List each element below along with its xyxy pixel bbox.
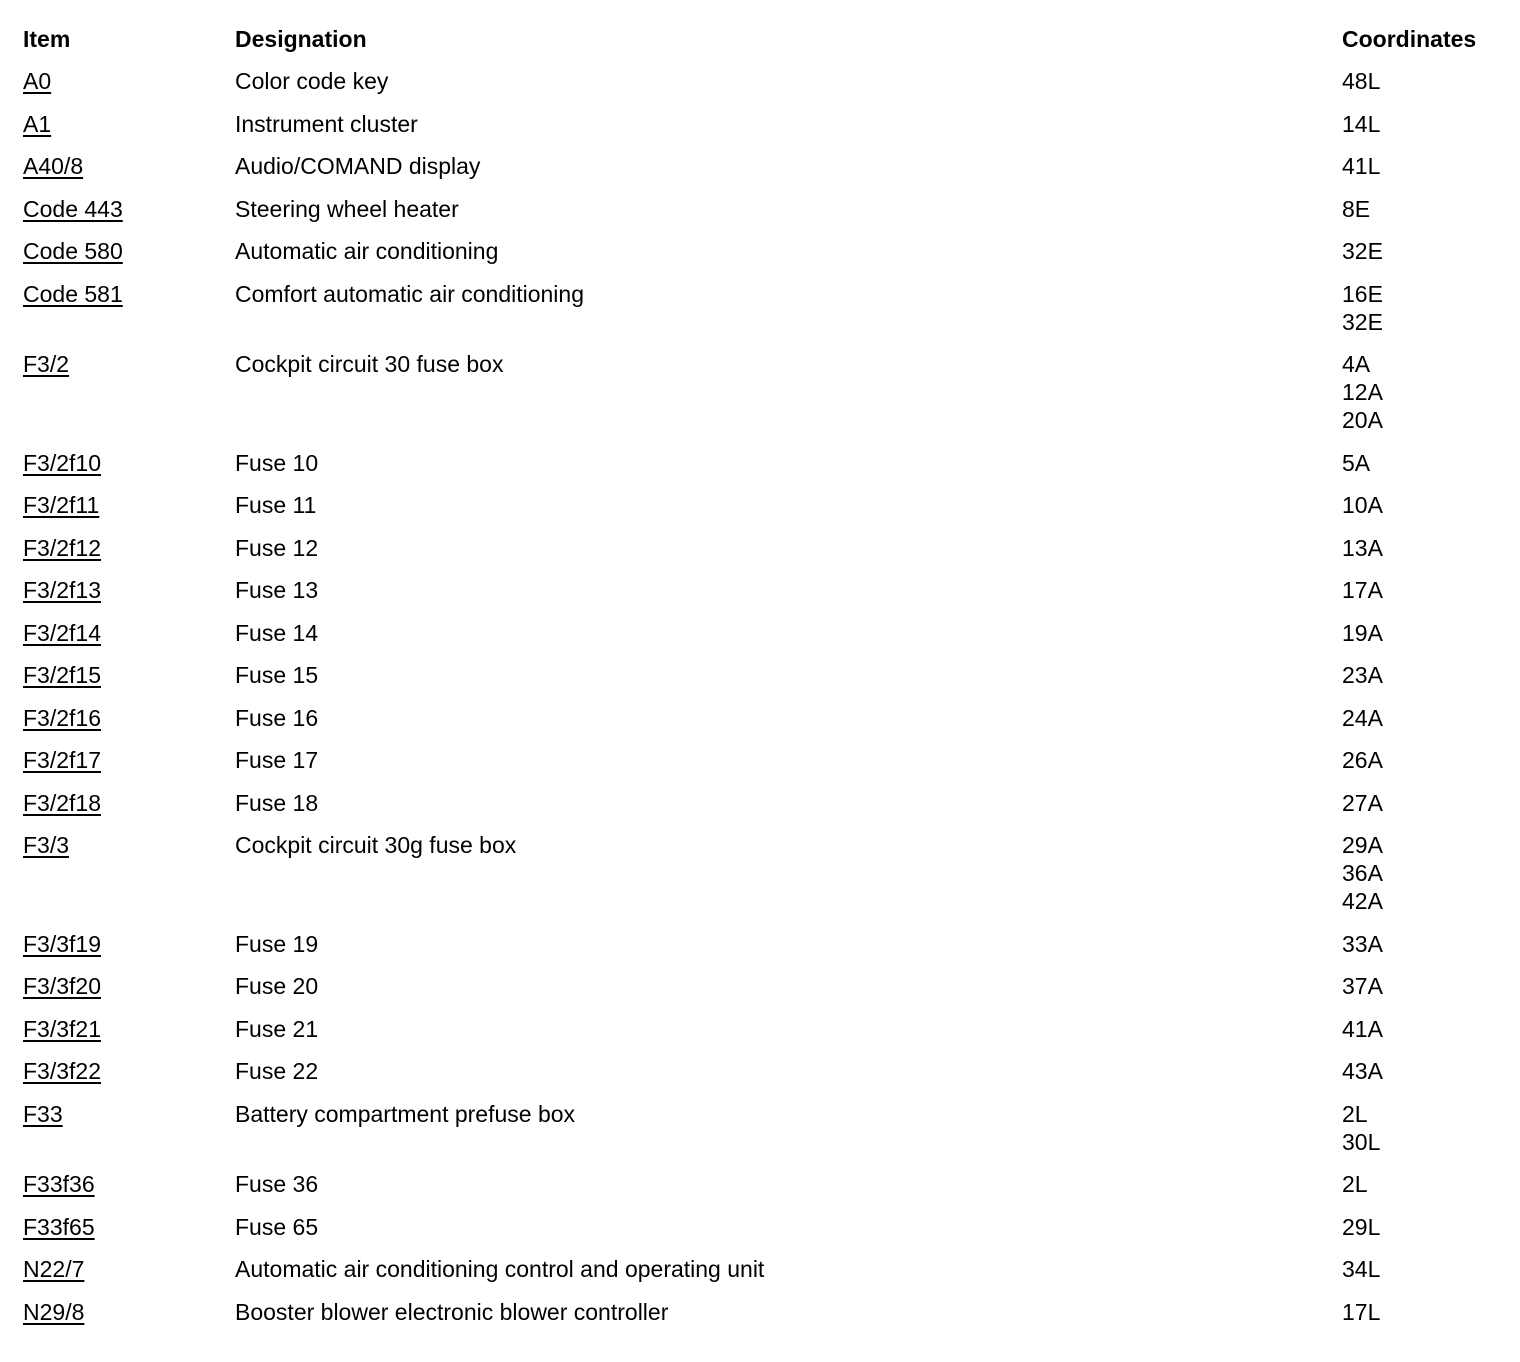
designation-cell: Cockpit circuit 30 fuse box	[235, 351, 504, 377]
coordinates-cell	[1342, 280, 1503, 336]
item-cell	[23, 930, 235, 958]
coordinate-value: 23A	[1342, 662, 1383, 688]
item-link[interactable]: F3/2f13	[23, 577, 101, 603]
table-row	[23, 930, 1503, 973]
coordinates-cell	[1342, 746, 1503, 774]
item-cell	[23, 619, 235, 647]
coordinates-cell	[1342, 1213, 1503, 1241]
item-cell	[23, 789, 235, 817]
table-row	[23, 491, 1503, 534]
coordinates-cell	[1342, 831, 1503, 915]
item-link[interactable]: F3/2f12	[23, 534, 101, 561]
coordinates-cell	[1342, 152, 1503, 180]
item-cell	[23, 1255, 235, 1283]
coordinate-value: 37A	[1342, 973, 1383, 999]
designation-cell: Fuse 12	[235, 534, 319, 561]
designation-cell: Cockpit circuit 30g fuse box	[235, 832, 517, 858]
coordinate-value: 33A	[1342, 930, 1383, 957]
designation-cell: Fuse 13	[235, 577, 319, 603]
item-cell	[23, 350, 235, 378]
coordinate-value: 32E	[1342, 238, 1383, 264]
designation-cell: Battery compartment prefuse box	[235, 1100, 576, 1127]
item-cell	[23, 67, 235, 95]
item-cell	[23, 1100, 235, 1128]
table-row	[23, 449, 1503, 492]
item-cell	[23, 746, 235, 774]
item-link[interactable]: A1	[23, 110, 52, 137]
coordinates-cell	[1342, 619, 1503, 647]
coordinates-cell	[1342, 1298, 1503, 1326]
item-cell	[23, 1213, 235, 1241]
table-row	[23, 789, 1503, 832]
coordinate-value: 13A	[1342, 534, 1383, 561]
item-link[interactable]: F3/3	[23, 832, 70, 858]
table-row	[23, 67, 1503, 110]
coordinates-cell	[1342, 534, 1503, 562]
item-link[interactable]: F3/2	[23, 351, 70, 377]
item-cell	[23, 449, 235, 477]
item-cell	[23, 1170, 235, 1198]
coordinate-value: 17L	[1342, 1298, 1381, 1325]
item-cell	[23, 110, 235, 138]
item-link[interactable]: F3/2f16	[23, 704, 101, 731]
table-row	[23, 831, 1503, 930]
item-link[interactable]: F3/2f11	[23, 492, 100, 518]
table-row	[23, 1015, 1503, 1058]
header-coordinates: Coordinates	[1342, 26, 1477, 52]
designation-cell: Fuse 10	[235, 449, 319, 476]
coordinates-cell	[1342, 661, 1503, 689]
coordinate-value: 27A	[1342, 789, 1383, 816]
coordinate-value: 43A	[1342, 1058, 1383, 1084]
table-row	[23, 350, 1503, 449]
designation-cell: Fuse 21	[235, 1015, 319, 1042]
item-cell	[23, 195, 235, 223]
item-cell	[23, 237, 235, 265]
designation-cell: Color code key	[235, 68, 389, 94]
item-link[interactable]: N29/8	[23, 1298, 85, 1325]
designation-cell: Fuse 36	[235, 1171, 319, 1197]
item-link[interactable]: F3/3f19	[23, 930, 101, 957]
table-row	[23, 110, 1503, 153]
designation-cell: Automatic air conditioning	[235, 238, 499, 264]
table-row	[23, 152, 1503, 195]
item-link[interactable]: A0	[23, 68, 52, 94]
designation-cell: Comfort automatic air conditioning	[235, 280, 584, 307]
item-link[interactable]: F3/3f21	[23, 1015, 101, 1042]
item-cell	[23, 661, 235, 689]
coordinates-cell	[1342, 1255, 1503, 1283]
table-row	[23, 619, 1503, 662]
item-link[interactable]: F33f65	[23, 1213, 95, 1240]
item-link[interactable]: F3/3f22	[23, 1058, 101, 1084]
table-row	[23, 1100, 1503, 1171]
coordinates-cell	[1342, 789, 1503, 817]
coordinate-value: 4A	[1342, 351, 1371, 377]
item-cell	[23, 534, 235, 562]
item-link[interactable]: A40/8	[23, 153, 84, 179]
item-cell	[23, 704, 235, 732]
designation-cell: Fuse 15	[235, 662, 319, 688]
item-cell	[23, 280, 235, 308]
coordinate-value: 8E	[1342, 195, 1371, 222]
item-link[interactable]: N22/7	[23, 1256, 85, 1282]
coordinate-value: 12A	[1342, 379, 1383, 405]
table-row	[23, 661, 1503, 704]
table-row	[23, 195, 1503, 238]
table-row	[23, 1057, 1503, 1100]
item-link[interactable]: Code 443	[23, 195, 123, 222]
designation-cell: Fuse 19	[235, 930, 319, 957]
coordinates-cell	[1342, 1015, 1503, 1043]
coordinates-cell	[1342, 67, 1503, 95]
table-row	[23, 534, 1503, 577]
item-link[interactable]: F3/2f10	[23, 449, 101, 476]
coordinate-value: 16E	[1342, 280, 1383, 307]
item-cell	[23, 576, 235, 604]
component-table	[23, 25, 1503, 1340]
coordinates-cell	[1342, 1057, 1503, 1085]
item-cell	[23, 972, 235, 1000]
item-link[interactable]: F3/2f14	[23, 619, 101, 646]
item-link[interactable]: F33	[23, 1100, 63, 1127]
designation-cell: Fuse 18	[235, 789, 319, 816]
coordinates-cell	[1342, 110, 1503, 138]
designation-cell: Fuse 11	[235, 492, 317, 518]
designation-cell: Steering wheel heater	[235, 195, 459, 222]
coordinate-value: 32E	[1342, 308, 1383, 335]
item-cell	[23, 491, 235, 519]
item-cell	[23, 831, 235, 859]
item-link[interactable]: F3/2f18	[23, 789, 101, 816]
coordinate-value: 41A	[1342, 1015, 1383, 1042]
coordinate-value: 20A	[1342, 407, 1383, 433]
item-cell	[23, 1015, 235, 1043]
table-row	[23, 1213, 1503, 1256]
coordinates-cell	[1342, 491, 1503, 519]
header-designation: Designation	[235, 26, 367, 52]
coordinate-value: 24A	[1342, 704, 1383, 731]
designation-cell: Fuse 20	[235, 973, 319, 999]
item-cell	[23, 1057, 235, 1085]
item-link[interactable]: F3/2f17	[23, 747, 101, 773]
coordinate-value: 2L	[1342, 1100, 1368, 1127]
designation-cell: Fuse 17	[235, 747, 319, 773]
table-row	[23, 704, 1503, 747]
designation-cell: Fuse 14	[235, 619, 319, 646]
coordinates-cell	[1342, 576, 1503, 604]
coordinates-cell	[1342, 930, 1503, 958]
coordinate-value: 41L	[1342, 153, 1381, 179]
table-row	[23, 1298, 1503, 1341]
coordinate-value: 14L	[1342, 110, 1381, 137]
coordinates-cell	[1342, 350, 1503, 434]
coordinates-cell	[1342, 237, 1503, 265]
coordinates-cell	[1342, 704, 1503, 732]
designation-cell: Audio/COMAND display	[235, 153, 481, 179]
table-row	[23, 280, 1503, 351]
table-row	[23, 972, 1503, 1015]
designation-cell: Booster blower electronic blower controller	[235, 1298, 669, 1325]
coordinates-cell	[1342, 195, 1503, 223]
item-cell	[23, 152, 235, 180]
item-link[interactable]: Code 580	[23, 238, 123, 264]
coordinate-value: 5A	[1342, 449, 1371, 476]
coordinate-value: 42A	[1342, 888, 1383, 914]
header-item: Item	[23, 26, 71, 52]
coordinates-cell	[1342, 1100, 1503, 1156]
coordinate-value: 48L	[1342, 68, 1381, 94]
coordinate-value: 10A	[1342, 492, 1383, 518]
coordinate-value: 19A	[1342, 619, 1383, 646]
coordinates-cell	[1342, 972, 1503, 1000]
designation-cell: Fuse 16	[235, 704, 319, 731]
table-row	[23, 746, 1503, 789]
coordinate-value: 17A	[1342, 577, 1383, 603]
coordinate-value: 29A	[1342, 832, 1383, 858]
designation-cell: Automatic air conditioning control and operating unit	[235, 1256, 765, 1282]
designation-cell: Fuse 22	[235, 1058, 319, 1084]
item-cell	[23, 1298, 235, 1326]
item-link[interactable]: F3/2f15	[23, 662, 101, 688]
coordinate-value: 30L	[1342, 1128, 1381, 1155]
item-link[interactable]: F3/3f20	[23, 973, 101, 999]
item-link[interactable]: Code 581	[23, 280, 123, 307]
table-body	[23, 67, 1503, 1340]
table-header	[23, 25, 1503, 67]
designation-cell: Instrument cluster	[235, 110, 418, 137]
table-row	[23, 1255, 1503, 1298]
coordinate-value: 2L	[1342, 1171, 1368, 1197]
coordinates-cell	[1342, 1170, 1503, 1198]
coordinate-value: 34L	[1342, 1256, 1381, 1282]
designation-cell: Fuse 65	[235, 1213, 319, 1240]
coordinate-value: 29L	[1342, 1213, 1381, 1240]
item-link[interactable]: F33f36	[23, 1171, 95, 1197]
table-row	[23, 1170, 1503, 1213]
coordinate-value: 26A	[1342, 747, 1383, 773]
coordinate-value: 36A	[1342, 860, 1383, 886]
coordinates-cell	[1342, 449, 1503, 477]
table-row	[23, 576, 1503, 619]
table-row	[23, 237, 1503, 280]
